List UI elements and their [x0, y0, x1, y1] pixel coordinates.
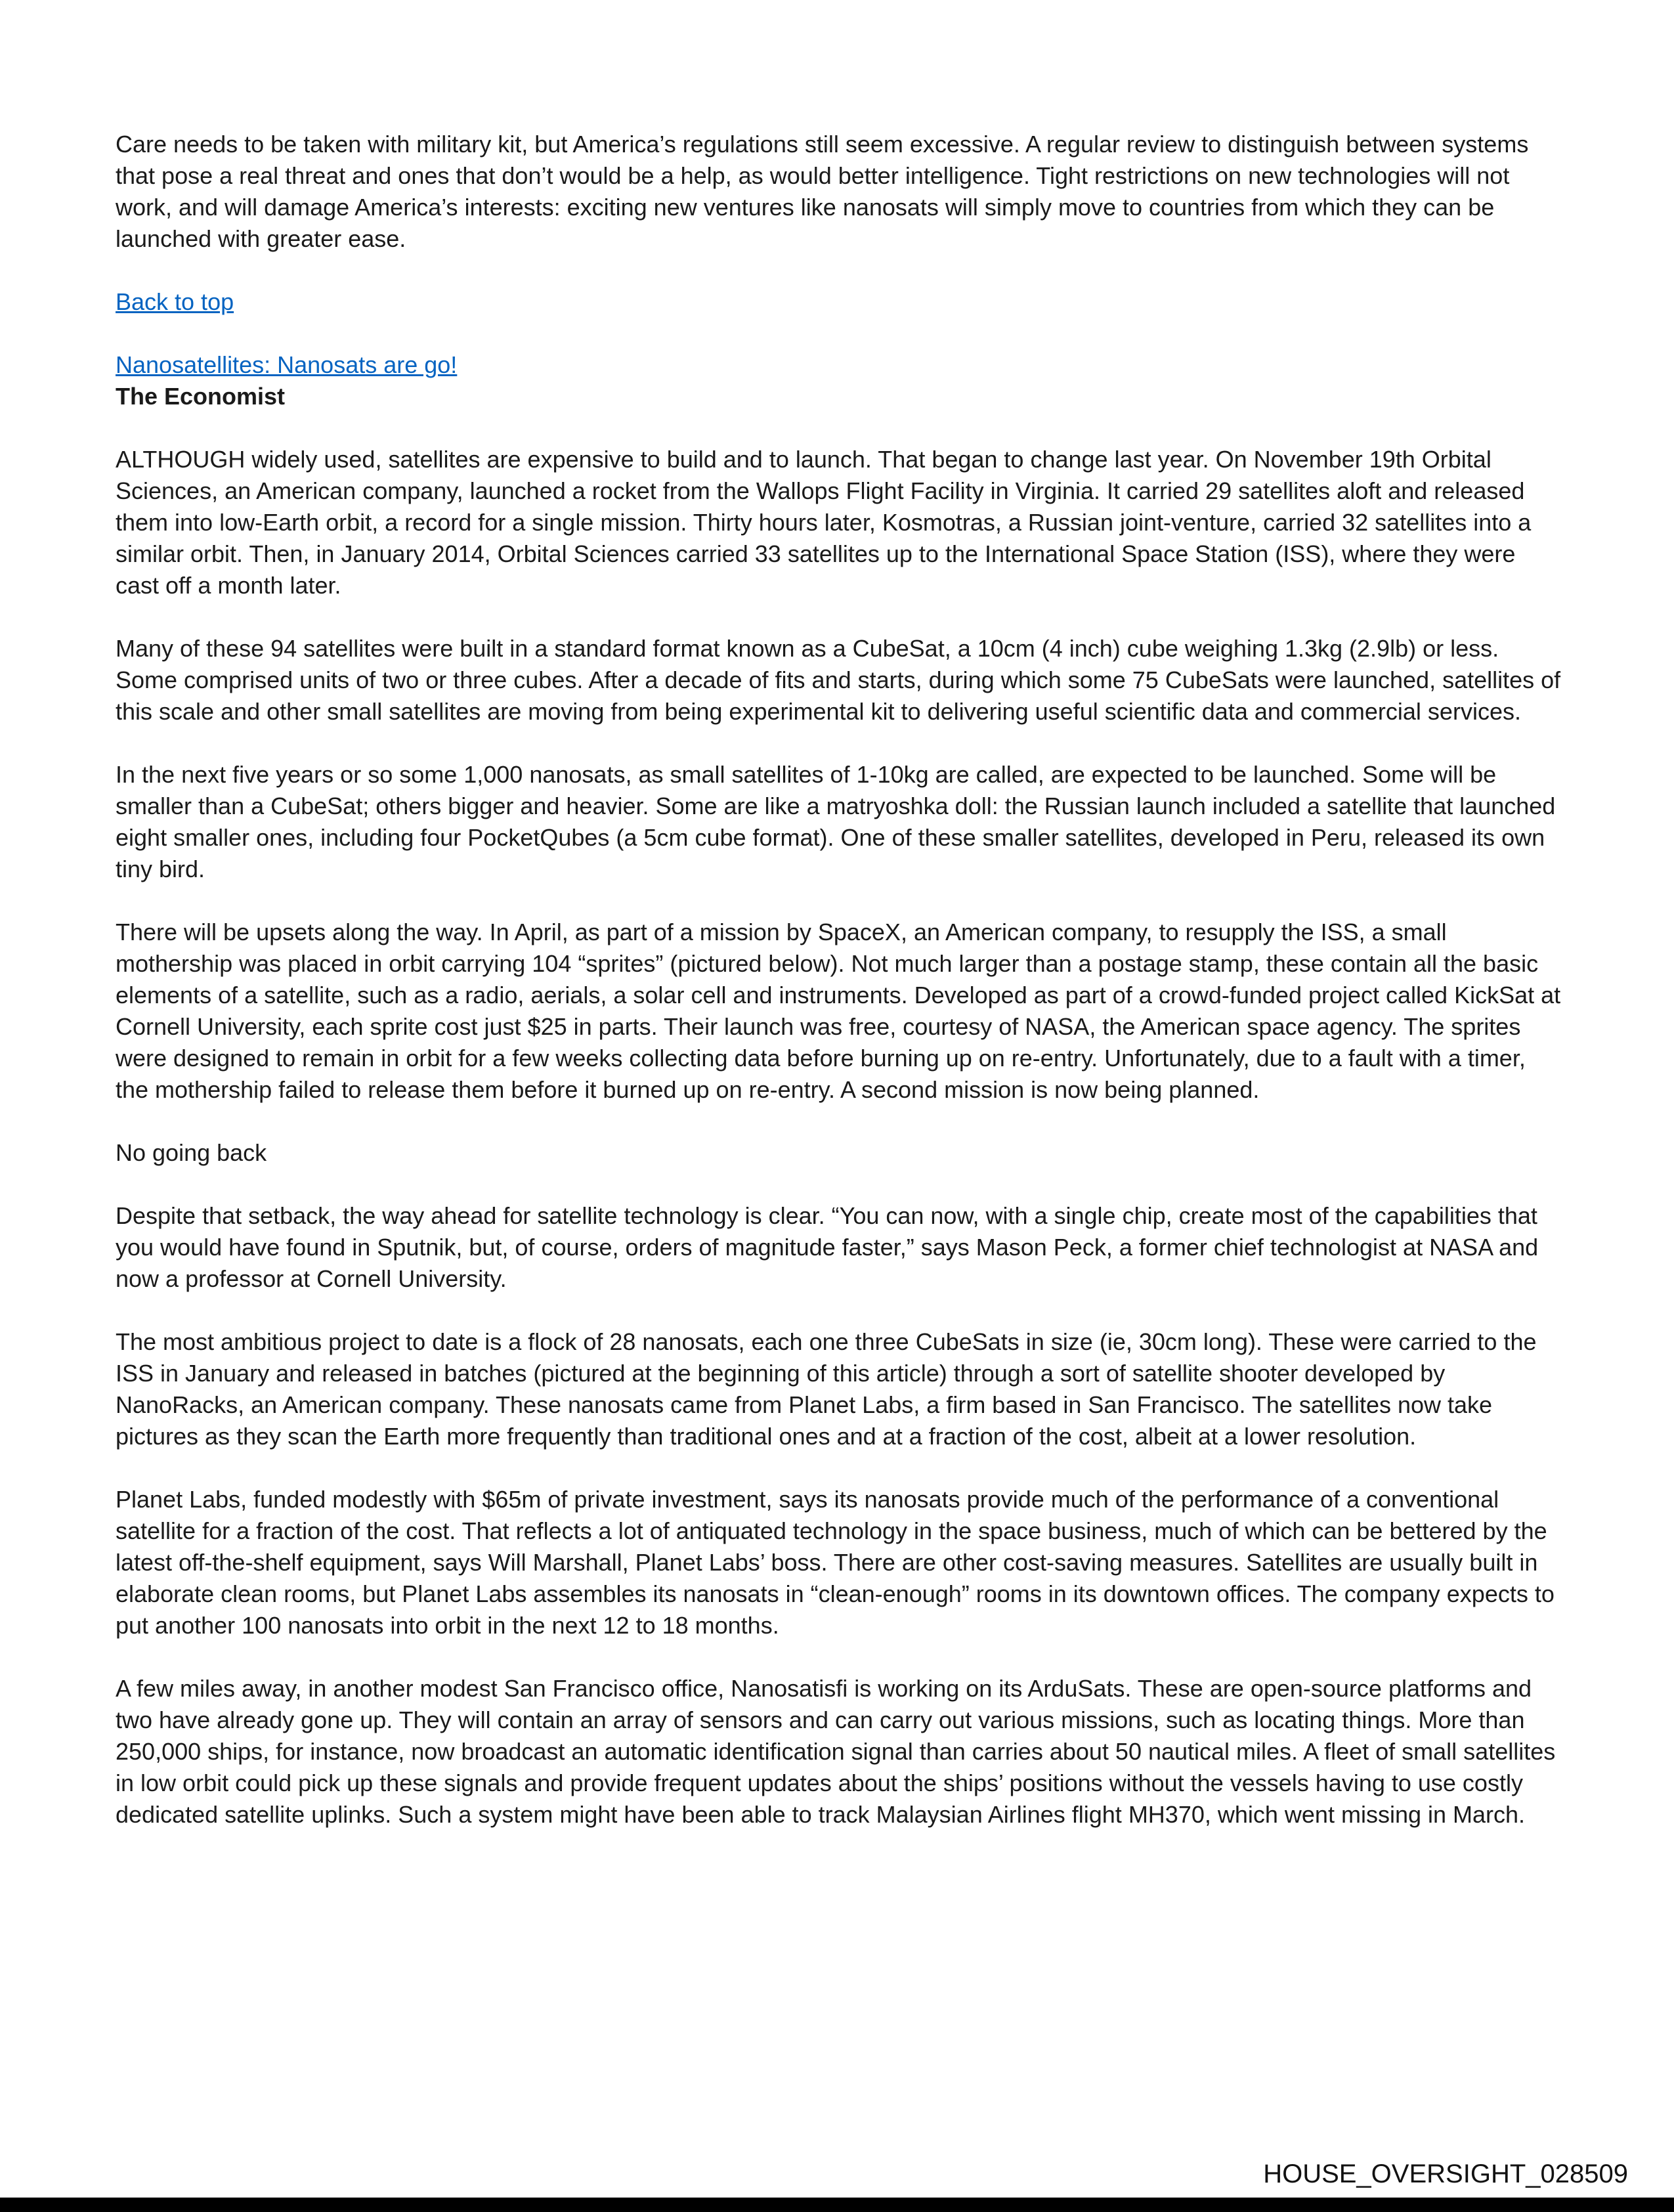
paragraph-sprites: There will be upsets along the way. In April, as part of a mission by SpaceX, an American company, to resupply the ISS, a small mothership was placed in orbit carrying 104 “sprites” (pictured below). Not much larger than a postage stamp, these contain all the basic elements of a satellite, such as a radio, aerials, a solar cell and instruments. Developed as part of a crowd-funded project called KickSat at Cornell University, each sprite cost just $25 in parts. Their launch was free, courtesy of NASA, the American space agency. The sprites were designed to remain in orbit for a few weeks collecting data before burning up on re-entry. Unfortunately, due to a fault with a timer, the mothership failed to release them before it burned up on re-entry. A second mission is now being planned.	[116, 919, 1561, 1103]
article-title-link[interactable]: Nanosatellites: Nanosats are go!	[116, 351, 458, 378]
paragraph-next-five-years: In the next five years or so some 1,000 nanosats, as small satellites of 1-10kg are called, are expected to be launched. Some will be smaller than a CubeSat; others bigger and heavier. Some are like a matryoshka doll: the Russian launch included a satellite that launched eight smaller ones, including four PocketQubes (a 5cm cube format). One of these smaller satellites, developed in Peru, released its own tiny bird.	[116, 761, 1556, 882]
article-title-line	[116, 349, 1564, 381]
paragraph-flock: The most ambitious project to date is a flock of 28 nanosats, each one three CubeSats in size (ie, 30cm long). These were carried to the ISS in January and released in batches (pictured at the beginning of this article) through a sort of satellite shooter developed by NanoRacks, an American company. These nanosats came from Planet Labs, a firm based in San Francisco. The satellites now take pictures as they scan the Earth more frequently than traditional ones and at a fraction of the cost, albeit at a lower resolution.	[116, 1328, 1537, 1450]
scan-edge-bar	[0, 2198, 1674, 2212]
bates-stamp: HOUSE_OVERSIGHT_028509	[1263, 2159, 1628, 2188]
paragraph-cubesats: Many of these 94 satellites were built in a standard format known as a CubeSat, a 10cm (4 inch) cube weighing 1.3kg (2.9lb) or less. Some comprised units of two or three cubes. After a decade of fits and starts, during which some 75 CubeSats were launched, satellites of this scale and other small satellites are moving from being experimental kit to delivering useful scientific data and commercial services.	[116, 635, 1561, 725]
paragraph-ardusats: A few miles away, in another modest San Francisco office, Nanosatisfi is working on its ArduSats. These are open-source platforms and two have already gone up. They will contain an array of sensors and can carry out various missions, such as locating things. More than 250,000 ships, for instance, now broadcast an automatic identification signal than carries about 50 nautical miles. A fleet of small satellites in low orbit could pick up these signals and provide frequent updates about the ships’ positions without the vessels having to use costly dedicated satellite uplinks. Such a system might have been able to track Malaysian Airlines flight MH370, which went missing in March.	[116, 1675, 1556, 1828]
back-to-top-line	[116, 286, 1564, 318]
byline: The Economist	[116, 383, 286, 410]
paragraph-planet-labs: Planet Labs, funded modestly with $65m of private investment, says its nanosats provide much of the performance of a conventional satellite for a fraction of the cost. That reflects a lot of antiquated technology in the space business, much of which can be bettered by the latest off-the-shelf equipment, says Will Marshall, Planet Labs’ boss. There are other cost-saving measures. Satellites are usually built in elaborate clean rooms, but Planet Labs assembles its nanosats in “clean-enough” rooms in its downtown offices. The company expects to put another 100 nanosats into orbit in the next 12 to 18 months.	[116, 1486, 1555, 1639]
paragraph-intro: Care needs to be taken with military kit, but America’s regulations still seem excessive. A regular review to distinguish between systems that pose a real threat and ones that don’t would be a help, as would better intelligence. Tight restrictions on new technologies will not work, and will damage America’s interests: exciting new ventures like nanosats will simply move to countries from which they can be launched with greater ease.	[116, 131, 1529, 252]
back-to-top-link[interactable]: Back to top	[116, 288, 234, 315]
paragraph-setback: Despite that setback, the way ahead for satellite technology is clear. “You can now, with a single chip, create most of the capabilities that you would have found in Sputnik, but, of course, orders of magnitude faster,” says Mason Peck, a former chief technologist at NASA and now a professor at Cornell University.	[116, 1202, 1539, 1292]
subheading-no-going-back: No going back	[116, 1139, 267, 1166]
paragraph-although: ALTHOUGH widely used, satellites are expensive to build and to launch. That began to change last year. On November 19th Orbital Sciences, an American company, launched a rocket from the Wallops Flight Facility in Virginia. It carried 29 satellites aloft and released them into low-Earth orbit, a record for a single mission. Thirty hours later, Kosmotras, a Russian joint-venture, carried 32 satellites into a similar orbit. Then, in January 2014, Orbital Sciences carried 33 satellites up to the International Space Station (ISS), where they were cast off a month later.	[116, 446, 1532, 599]
